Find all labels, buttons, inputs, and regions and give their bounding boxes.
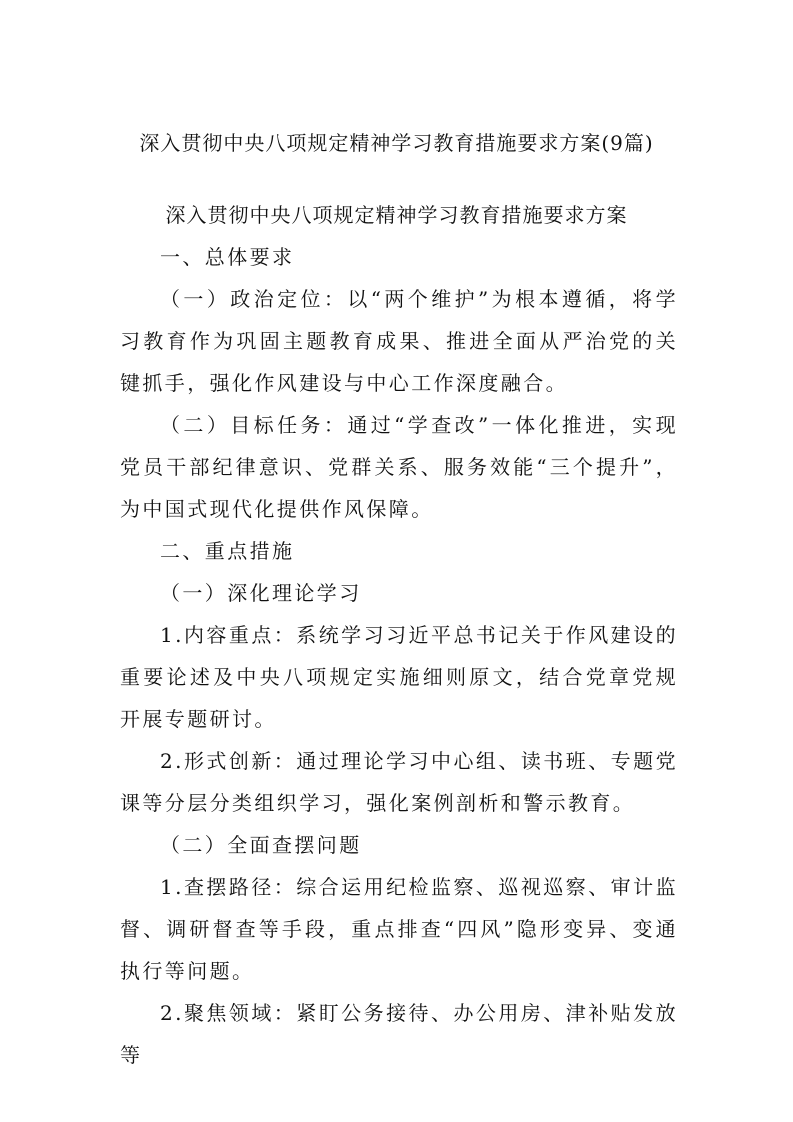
section-heading-1: 一、总体要求	[160, 245, 295, 269]
subsection-heading-problem-check: （二）全面查摆问题	[160, 833, 362, 857]
document-subtitle: 深入贯彻中央八项规定精神学习教育措施要求方案	[165, 203, 628, 227]
paragraph-focus-areas: 2.聚焦领域：紧盯公务接待、办公用房、津补贴发放等	[120, 1001, 678, 1067]
paragraph-content-focus: 1.内容重点：系统学习习近平总书记关于作风建设的重要论述及中央八项规定实施细则原文，结合党章党规开展专题研讨。	[120, 623, 678, 731]
paragraph-target-tasks: （二）目标任务：通过“学查改”一体化推进，实现党员干部纪律意识、党群关系、服务效能“三个提升”，为中国式现代化提供作风保障。	[120, 413, 678, 521]
document-title: 深入贯彻中央八项规定精神学习教育措施要求方案(9篇)	[139, 131, 654, 155]
paragraph-form-innovation: 2.形式创新：通过理论学习中心组、读书班、专题党课等分层分类组织学习，强化案例剖析和警示教育。	[120, 749, 678, 815]
paragraph-political-positioning: （一）政治定位：以“两个维护”为根本遵循，将学习教育作为巩固主题教育成果、推进全面从严治党的关键抓手，强化作风建设与中心工作深度融合。	[120, 287, 678, 395]
subsection-heading-theory-study: （一）深化理论学习	[160, 581, 362, 605]
paragraph-check-path: 1.查摆路径：综合运用纪检监察、巡视巡察、审计监督、调研督查等手段，重点排查“四风”隐形变异、变通执行等问题。	[120, 875, 678, 983]
document-body	[120, 236, 678, 1076]
section-heading-2: 二、重点措施	[160, 539, 295, 563]
